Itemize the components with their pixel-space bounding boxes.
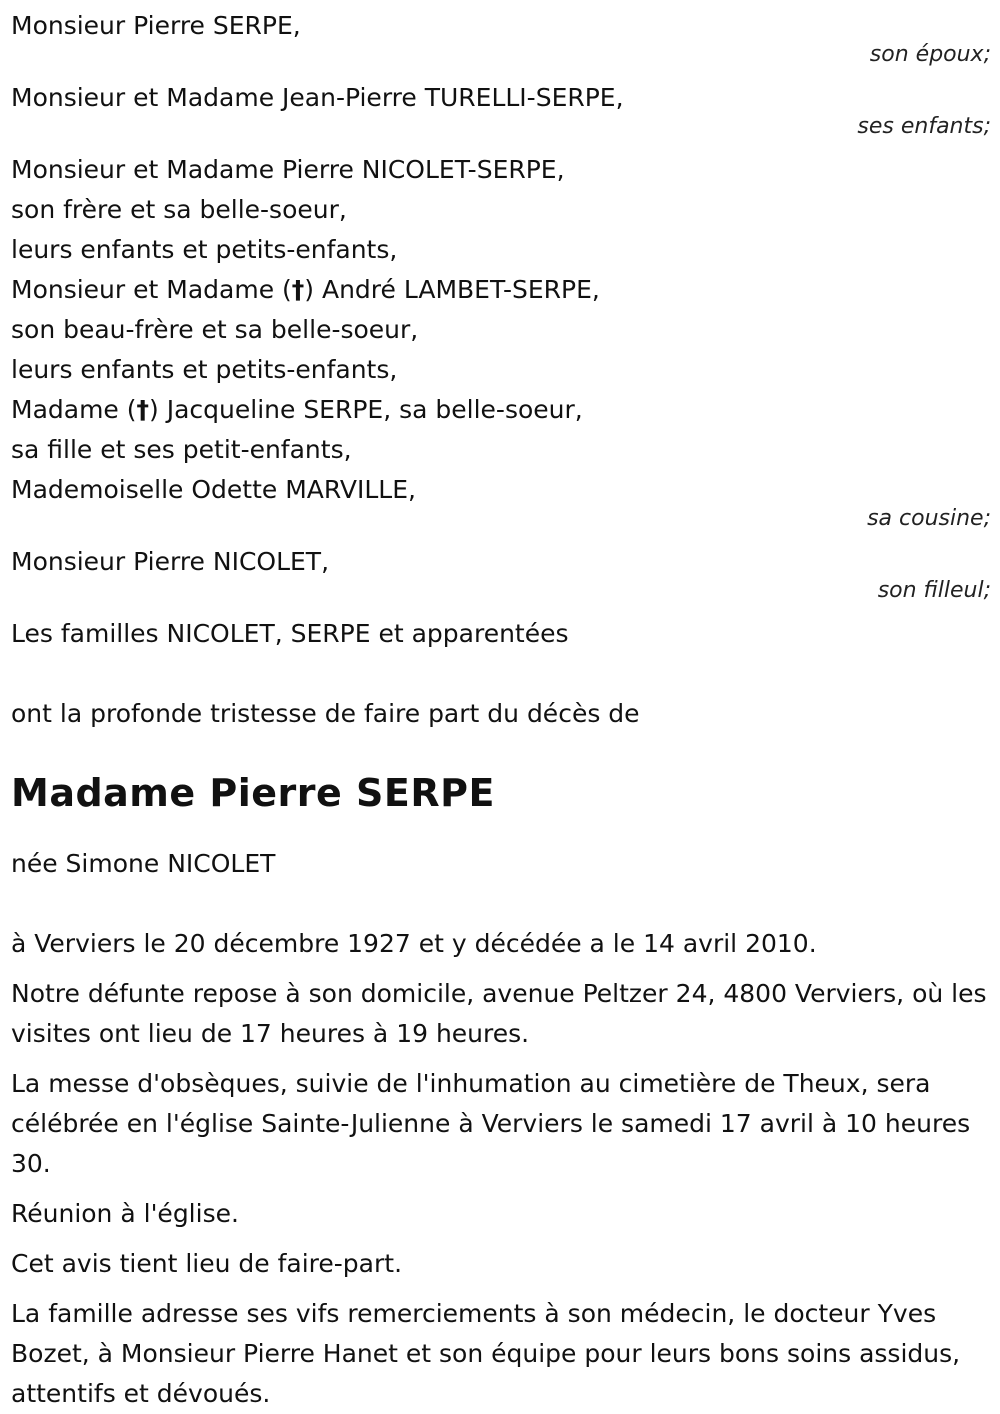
cross-icon: † [291, 275, 305, 304]
jacqueline-prefix: Madame ( [11, 395, 137, 424]
children-relation: ses enfants; [857, 114, 991, 139]
mass-paragraph: La messe d'obsèques, suivie de l'inhumation au cimetière de Theux, sera célébrée en l'église Sainte-Julienne à Verviers le samedi 17 avril à 10 heures 30. [11, 1069, 971, 1178]
lambet-descendants: leurs enfants et petits-enfants, [11, 355, 398, 384]
husband-name: Monsieur Pierre SERPE, [11, 11, 301, 40]
cousin-relation: sa cousine; [867, 506, 991, 531]
jacqueline-name [11, 390, 991, 430]
obituary-document [11, 0, 991, 1414]
birth-death-line: à Verviers le 20 décembre 1927 et y décédée a le 14 avril 2010. [11, 929, 817, 958]
maiden-name: née Simone NICOLET [11, 849, 276, 878]
lambet-suffix: ) André LAMBET-SERPE, [304, 275, 600, 304]
jacqueline-description: sa fille et ses petit-enfants, [11, 435, 352, 464]
brother-name: Monsieur et Madame Pierre NICOLET-SERPE, [11, 155, 565, 184]
cousin-name: Mademoiselle Odette MARVILLE, [11, 475, 416, 504]
thanks-paragraph: La famille adresse ses vifs remerciements à son médecin, le docteur Yves Bozet, à Monsieur Pierre Hanet et son équipe pour leurs bons soins assidus, attentifs et dévoués. [11, 1299, 961, 1408]
children-name: Monsieur et Madame Jean-Pierre TURELLI-SERPE, [11, 83, 624, 112]
godson-name: Monsieur Pierre NICOLET, [11, 547, 330, 576]
lambet-name [11, 270, 991, 310]
cross-icon: † [136, 395, 150, 424]
announcement: ont la profonde tristesse de faire part du décès de [11, 699, 640, 728]
brother-descendants: leurs enfants et petits-enfants, [11, 235, 398, 264]
notice-paragraph: Cet avis tient lieu de faire-part. [11, 1249, 403, 1278]
lambet-description: son beau-frère et sa belle-soeur, [11, 315, 419, 344]
brother-description: son frère et sa belle-soeur, [11, 195, 347, 224]
families-line: Les familles NICOLET, SERPE et apparentées [11, 619, 569, 648]
deceased-name: Madame Pierre SERPE [11, 771, 495, 815]
jacqueline-suffix: ) Jacqueline SERPE, sa belle-soeur, [149, 395, 583, 424]
godson-relation: son filleul; [877, 578, 991, 603]
repose-paragraph: Notre défunte repose à son domicile, avenue Peltzer 24, 4800 Verviers, où les visites ont lieu de 17 heures à 19 heures. [11, 979, 987, 1048]
lambet-prefix: Monsieur et Madame ( [11, 275, 292, 304]
husband-relation: son époux; [869, 42, 991, 67]
meeting-paragraph: Réunion à l'église. [11, 1199, 239, 1228]
